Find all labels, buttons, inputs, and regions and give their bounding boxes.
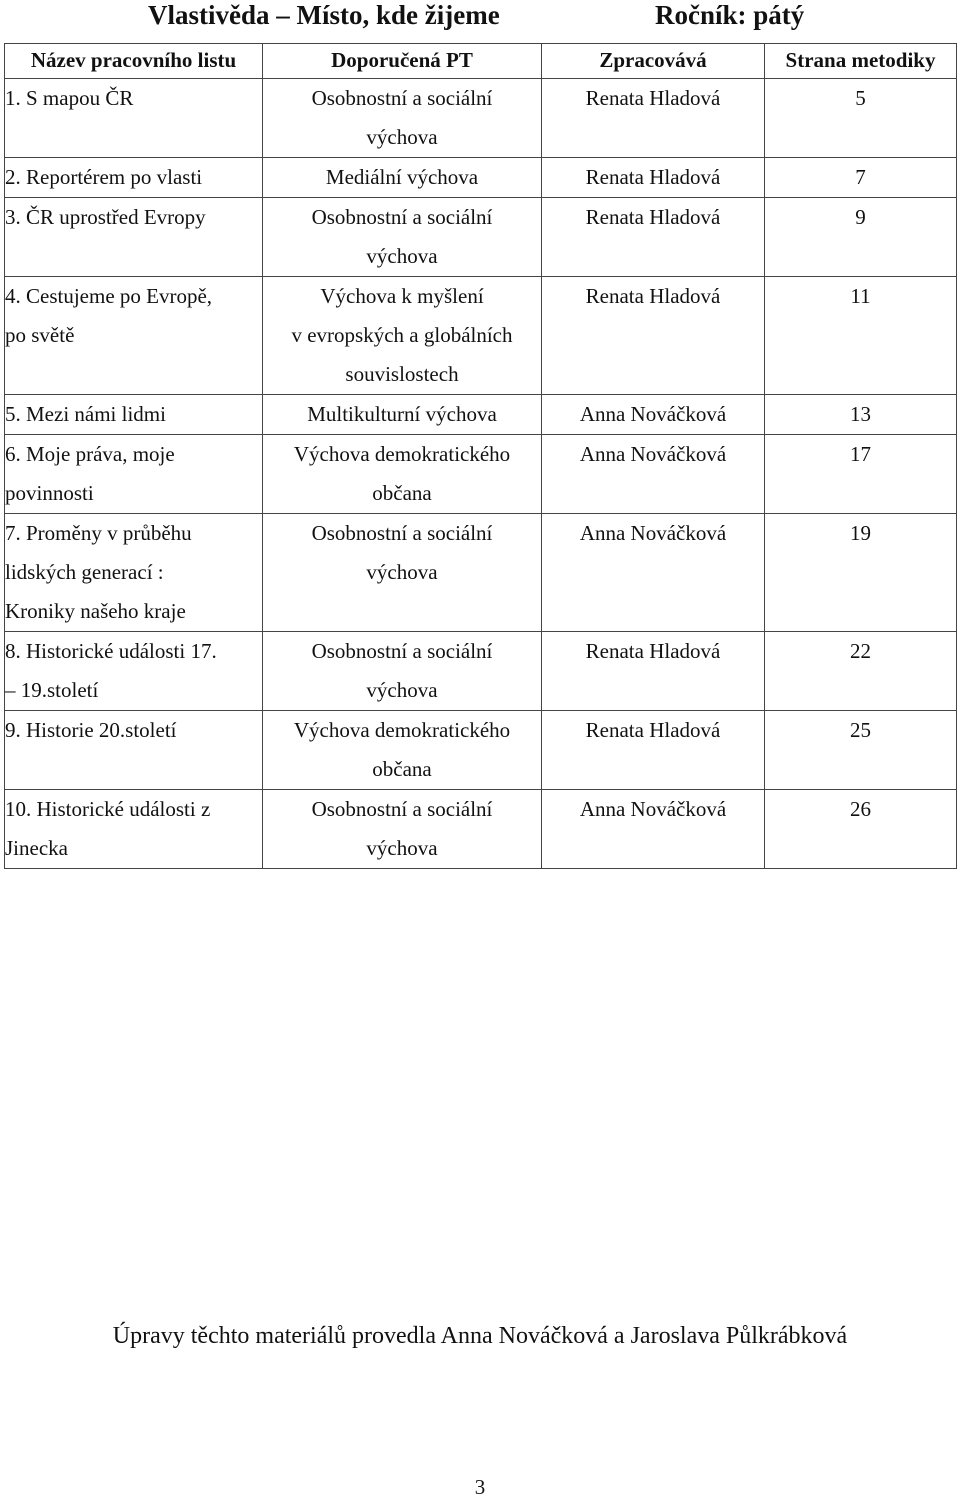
credits-note: Úpravy těchto materiálů provedla Anna Nováčková a Jaroslava Půlkrábková <box>112 1323 848 1349</box>
table-body <box>5 79 957 869</box>
methodology-page: 26 <box>765 790 957 869</box>
worksheet-name <box>5 395 263 435</box>
column-header-page: Strana metodiky <box>765 44 957 79</box>
worksheet-name <box>5 514 263 632</box>
recommended-topic-line: Osobnostní a sociální <box>311 639 493 663</box>
methodology-page: 11 <box>765 277 957 395</box>
worksheet-table <box>4 43 957 869</box>
worksheet-name-line: 6. Moje práva, moje <box>5 442 175 466</box>
subject-title: Vlastivěda – Místo, kde žijeme <box>148 0 500 30</box>
recommended-topic <box>263 198 542 277</box>
recommended-topic <box>263 79 542 158</box>
worksheet-name <box>5 632 263 711</box>
recommended-topic-line: Multikulturní výchova <box>307 402 497 426</box>
table-row <box>5 711 957 790</box>
author-name: Anna Nováčková <box>542 514 765 632</box>
worksheet-name-line: po světě <box>5 323 75 347</box>
recommended-topic <box>263 790 542 869</box>
recommended-topic-line: výchova <box>366 560 438 584</box>
methodology-page: 5 <box>765 79 957 158</box>
author-name: Renata Hladová <box>542 711 765 790</box>
worksheet-name-line: – 19.století <box>5 678 99 702</box>
methodology-page: 9 <box>765 198 957 277</box>
worksheet-name <box>5 198 263 277</box>
column-header-name: Název pracovního listu <box>5 44 263 79</box>
column-header-author: Zpracovává <box>542 44 765 79</box>
recommended-topic-line: v evropských a globálních <box>291 323 513 347</box>
recommended-topic-line: výchova <box>366 125 438 149</box>
worksheet-name-line: 2. Reportérem po vlasti <box>5 165 203 189</box>
table-row <box>5 632 957 711</box>
recommended-topic-line: výchova <box>366 836 438 860</box>
worksheet-name-line: lidských generací : <box>5 560 164 584</box>
worksheet-name <box>5 79 263 158</box>
recommended-topic-line: Osobnostní a sociální <box>311 797 493 821</box>
table-row <box>5 514 957 632</box>
worksheet-name-line: 1. S mapou ČR <box>5 86 134 110</box>
author-name: Renata Hladová <box>542 632 765 711</box>
recommended-topic-line: občana <box>372 757 432 781</box>
worksheet-name-line: 7. Proměny v průběhu <box>5 521 192 545</box>
worksheet-name-line: 4. Cestujeme po Evropě, <box>5 284 213 308</box>
page-number: 3 <box>474 1475 486 1499</box>
recommended-topic-line: Osobnostní a sociální <box>311 521 493 545</box>
recommended-topic <box>263 395 542 435</box>
methodology-page: 19 <box>765 514 957 632</box>
author-name: Anna Nováčková <box>542 435 765 514</box>
methodology-page: 17 <box>765 435 957 514</box>
recommended-topic-line: Výchova demokratického <box>293 718 511 742</box>
methodology-page: 13 <box>765 395 957 435</box>
table-header-row <box>5 44 957 79</box>
worksheet-name-line: 8. Historické události 17. <box>5 639 217 663</box>
recommended-topic-line: Osobnostní a sociální <box>311 86 493 110</box>
author-name: Anna Nováčková <box>542 395 765 435</box>
column-header-pt: Doporučená PT <box>263 44 542 79</box>
recommended-topic-line: výchova <box>366 678 438 702</box>
author-name: Renata Hladová <box>542 277 765 395</box>
recommended-topic-line: občana <box>372 481 432 505</box>
worksheet-name <box>5 711 263 790</box>
author-name: Renata Hladová <box>542 79 765 158</box>
table-row <box>5 198 957 277</box>
worksheet-name-line: povinnosti <box>5 481 94 505</box>
recommended-topic <box>263 632 542 711</box>
recommended-topic-line: souvislostech <box>345 362 459 386</box>
table-row <box>5 790 957 869</box>
grade-title: Ročník: pátý <box>655 0 805 30</box>
methodology-page: 7 <box>765 158 957 198</box>
recommended-topic <box>263 514 542 632</box>
worksheet-name-line: Kroniky našeho kraje <box>5 599 186 623</box>
author-name: Renata Hladová <box>542 198 765 277</box>
recommended-topic-line: Výchova demokratického <box>293 442 511 466</box>
table-row <box>5 435 957 514</box>
recommended-topic <box>263 435 542 514</box>
recommended-topic-line: Výchova k myšlení <box>320 284 484 308</box>
worksheet-name-line: 10. Historické události z <box>5 797 211 821</box>
worksheet-name <box>5 158 263 198</box>
table-row <box>5 158 957 198</box>
recommended-topic-line: Mediální výchova <box>325 165 479 189</box>
worksheet-name-line: 5. Mezi námi lidmi <box>5 402 166 426</box>
worksheet-name-line: 3. ČR uprostřed Evropy <box>5 205 206 229</box>
author-name: Renata Hladová <box>542 158 765 198</box>
recommended-topic-line: Osobnostní a sociální <box>311 205 493 229</box>
worksheet-name-line: 9. Historie 20.století <box>5 718 177 742</box>
recommended-topic <box>263 277 542 395</box>
recommended-topic <box>263 711 542 790</box>
table-row <box>5 395 957 435</box>
worksheet-name <box>5 277 263 395</box>
recommended-topic <box>263 158 542 198</box>
recommended-topic-line: výchova <box>366 244 438 268</box>
methodology-page: 25 <box>765 711 957 790</box>
methodology-page: 22 <box>765 632 957 711</box>
worksheet-name <box>5 790 263 869</box>
worksheet-name <box>5 435 263 514</box>
table-row <box>5 79 957 158</box>
worksheet-name-line: Jinecka <box>5 836 68 860</box>
table-row <box>5 277 957 395</box>
author-name: Anna Nováčková <box>542 790 765 869</box>
